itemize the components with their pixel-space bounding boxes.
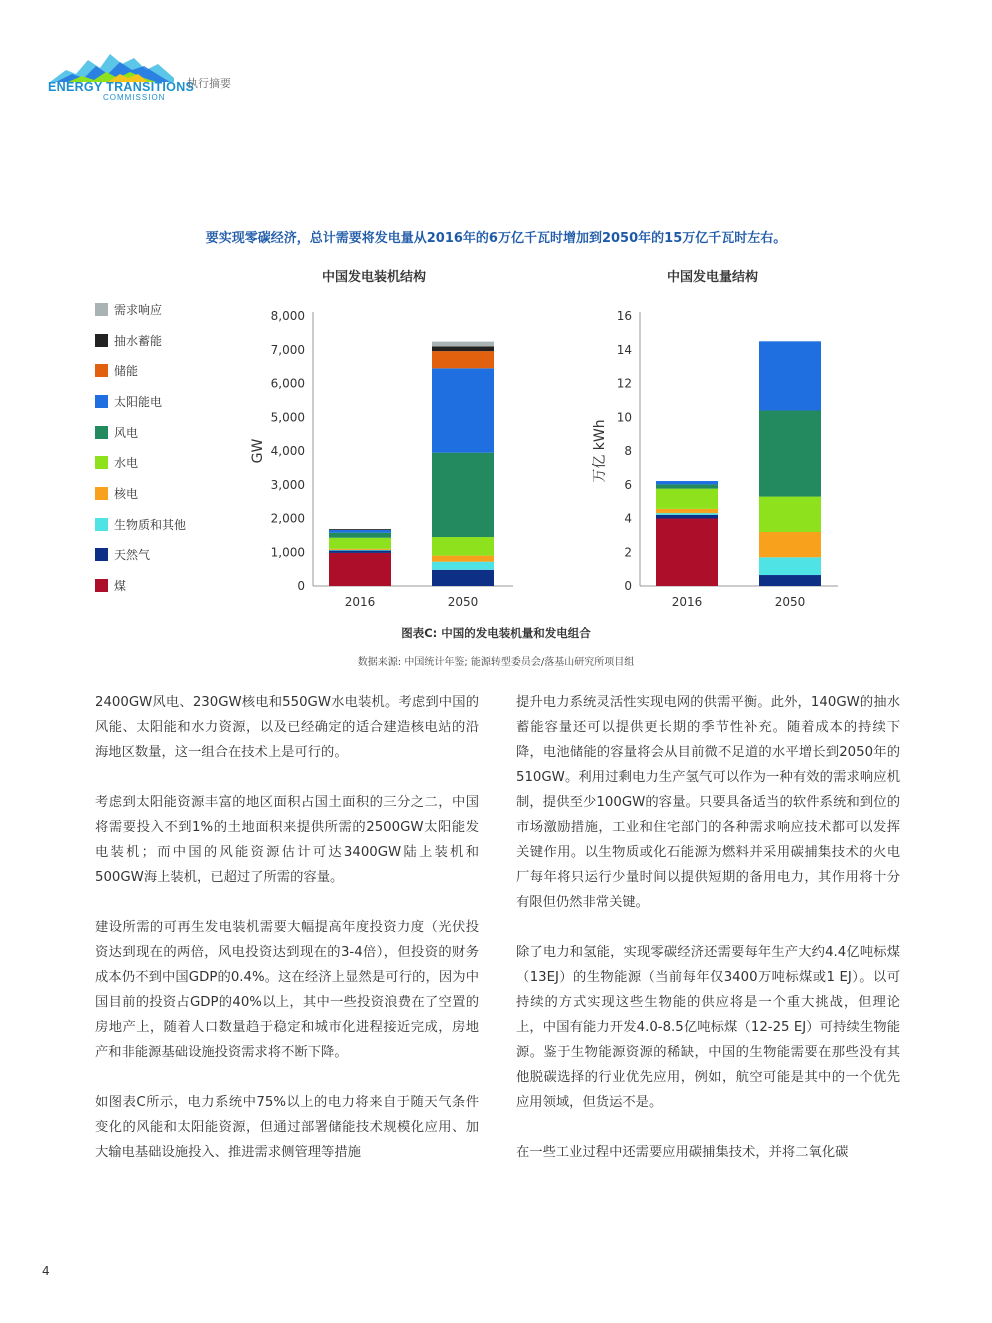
logo-subtitle: COMMISSION xyxy=(103,93,166,102)
paragraph: 考虑到太阳能资源丰富的地区面积占国土面积的三分之二，中国将需要投入不到1%的土地面积来提供所需的2500GW太阳能发电装机；而中国的风能资源估计可达3400GW陆上装机和500GW海上装机，已超过了所需的容量。 xyxy=(95,795,479,885)
paragraph: 建设所需的可再生发电装机需要大幅提高年度投资力度（光伏投资达到现在的两倍，风电投资达到现在的3-4倍），但投资的财务成本仍不到中国GDP的0.4%。这在经济上显然是可行的，因为中国目前的投资占GDP的40%以上，其中一些投资浪费在了空置的房地产上，随着人口数量趋于稳定和城市化进程接近完成，房地产和非能源基础设施投资需求将不断下降。 xyxy=(95,920,479,1060)
legend-label: 煤 xyxy=(114,579,127,594)
legend-label: 风电 xyxy=(114,425,139,440)
y-tick-label: 7,000 xyxy=(270,342,305,357)
legend-label: 水电 xyxy=(114,456,139,471)
bar-segment-2050-生物质和其他 xyxy=(759,557,821,575)
bar-segment-2050-太阳能电 xyxy=(759,341,821,410)
bar-segment-2050-天然气 xyxy=(759,575,821,586)
chart-title-capacity: 中国发电装机结构 xyxy=(322,270,427,285)
y-tick-label: 0 xyxy=(624,579,632,593)
legend-label: 储能 xyxy=(114,364,139,379)
bar-segment-2016-风电 xyxy=(656,484,718,488)
y-axis-label: 万亿 kWh xyxy=(592,419,608,483)
generation-chart xyxy=(0,0,992,640)
y-tick-label: 14 xyxy=(616,342,632,357)
bar-segment-2016-生物质和其他 xyxy=(656,513,718,515)
y-tick-label: 2,000 xyxy=(270,511,305,526)
legend-label: 需求响应 xyxy=(114,302,163,317)
x-tick-label: 2016 xyxy=(671,595,703,609)
chart-title-generation: 中国发电量结构 xyxy=(667,270,759,285)
section-label: 执行摘要 xyxy=(187,77,231,90)
y-tick-label: 3,000 xyxy=(270,477,305,492)
body-column-right xyxy=(516,690,900,1190)
body-column-left xyxy=(95,690,479,1190)
x-tick-label: 2050 xyxy=(447,595,479,609)
bar-segment-2016-核电 xyxy=(656,509,718,513)
bar-segment-2016-水电 xyxy=(656,489,718,509)
y-tick-label: 8 xyxy=(624,444,632,458)
bar-segment-2016-煤 xyxy=(656,519,718,587)
bar-segment-2016-天然气 xyxy=(656,515,718,519)
figure-headline: 要实现零碳经济，总计需要将发电量从2016年的6万亿千瓦时增加到2050年的15万亿千瓦时左右。 xyxy=(205,231,787,246)
bar-segment-2050-风电 xyxy=(759,411,821,497)
bar-segment-2050-水电 xyxy=(759,497,821,532)
legend-label: 太阳能电 xyxy=(114,394,163,409)
y-tick-label: 16 xyxy=(616,309,632,323)
y-tick-label: 2 xyxy=(624,545,632,560)
legend-label: 抽水蓄能 xyxy=(114,333,163,348)
y-tick-label: 5,000 xyxy=(270,410,305,425)
paragraph: 除了电力和氢能，实现零碳经济还需要每年生产大约4.4亿吨标煤（13EJ）的生物能源（当前每年仅3400万吨标煤或1 EJ）。以可持续的方式实现这些生物能的供应将是一个重大挑战，但理论上，中国有能力开发4.0-8.5亿吨标煤（12-25 EJ）可持续生物能源。鉴于生物能源资源的稀缺，中国的生物能需要在那些没有其他脱碳选择的行业优先应用，例如，航空可能是其中的一个优先应用领域，但货运不是。 xyxy=(516,945,900,1110)
legend-label: 核电 xyxy=(114,486,139,501)
paragraph: 2400GW风电、230GW核电和550GW水电装机。考虑到中国的风能、太阳能和水力资源，以及已经确定的适合建造核电站的沿海地区数量，这一组合在技术上是可行的。 xyxy=(95,695,479,760)
bar-segment-2016-太阳能电 xyxy=(656,481,718,484)
bar-segment-2050-核电 xyxy=(759,532,821,557)
y-tick-label: 0 xyxy=(297,579,305,593)
x-tick-label: 2050 xyxy=(774,595,806,609)
paragraph: 在一些工业过程中还需要应用碳捕集技术，并将二氧化碳 xyxy=(516,1145,849,1160)
y-tick-label: 6 xyxy=(624,477,632,492)
y-axis-label: GW xyxy=(250,438,266,464)
y-tick-label: 1,000 xyxy=(270,545,305,560)
y-tick-label: 4 xyxy=(624,511,632,526)
legend-label: 天然气 xyxy=(114,548,151,563)
y-tick-label: 4,000 xyxy=(270,444,305,458)
y-tick-label: 6,000 xyxy=(270,376,305,391)
x-tick-label: 2016 xyxy=(344,595,376,609)
paragraph: 提升电力系统灵活性实现电网的供需平衡。此外，140GW的抽水蓄能容量还可以提供更长期的季节性补充。随着成本的持续下降，电池储能的容量将会从目前微不足道的水平增长到2050年的510GW。利用过剩电力生产氢气可以作为一种有效的需求响应机制，提供至少100GW的容量。只要具备适当的软件系统和到位的市场激励措施，工业和住宅部门的各种需求响应技术都可以发挥关键作用。以生物质或化石能源为燃料并采用碳捕集技术的火电厂每年将只运行少量时间以提供短期的备用电力，其作用将十分有限但仍然非常关键。 xyxy=(516,695,900,910)
logo-title: ENERGY TRANSITIONS xyxy=(48,80,195,94)
y-tick-label: 12 xyxy=(616,376,632,391)
legend-label: 生物质和其他 xyxy=(114,517,187,532)
page-number: 4 xyxy=(42,1264,50,1278)
paragraph: 如图表C所示，电力系统中75%以上的电力将来自于随天气条件变化的风能和太阳能资源，但通过部署储能技术规模化应用、加大输电基础设施投入、推进需求侧管理等措施 xyxy=(95,1095,479,1160)
y-tick-label: 10 xyxy=(616,410,632,425)
figure-caption: 图表C: 中国的发电装机量和发电组合 xyxy=(401,626,591,640)
figure-source: 数据来源: 中国统计年鉴; 能源转型委员会/落基山研究所项目组 xyxy=(357,657,635,668)
y-tick-label: 8,000 xyxy=(270,309,305,323)
